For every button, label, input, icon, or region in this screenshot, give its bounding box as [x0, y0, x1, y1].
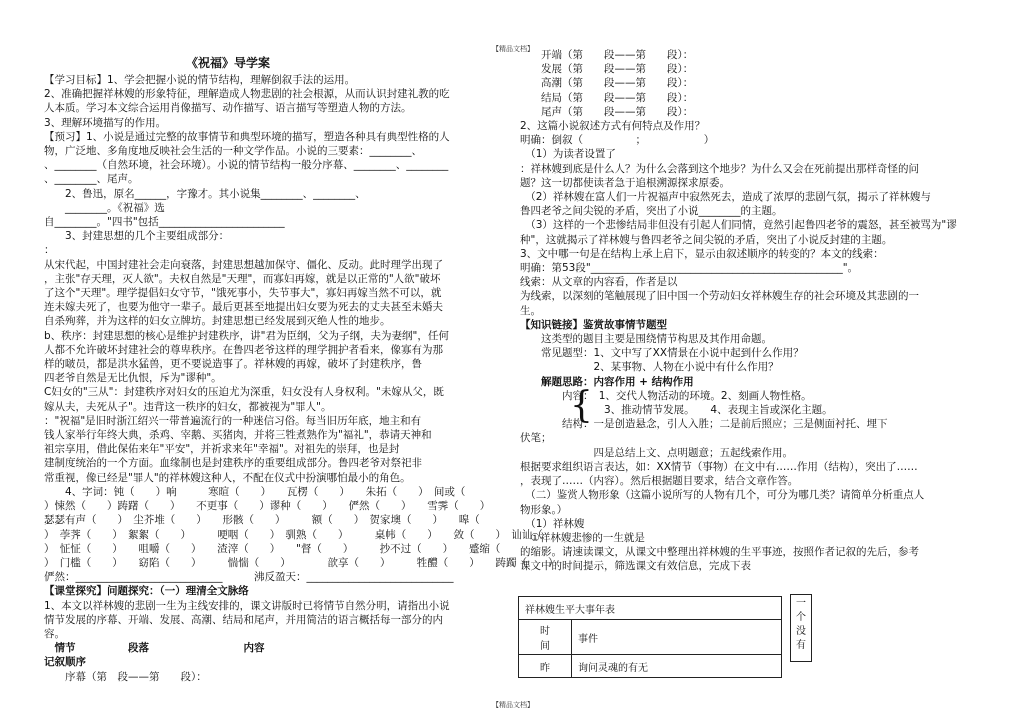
text-line: 结局（第 段——第 段）： [520, 91, 694, 104]
text-line: （2）祥林嫂在富人们一片祝福声中寂然死去，造成了浓厚的悲剧气氛，揭示了祥林嫂与 [520, 191, 931, 204]
text-line: ，主张"存天理，灭人欲"。夫权自然是"天理"，而寡妇再嫁，就是以正常的"人欲"破坏 [44, 272, 441, 285]
text-line: 【课堂探究】问题探究：（一）理清全文脉络 [44, 585, 249, 598]
brace-content: { [570, 385, 593, 426]
text-line: 常见题型：1、文中写了XX情景在小说中起到什么作用？ [520, 347, 804, 360]
text-line: ：祥林嫂到底是什么人？为什么会落到这个地步？为什么又会在死前提出那样奇怪的问 [520, 162, 919, 175]
text-line: 建制度统治的一个方面。血缘制也是封建秩序的重要组成部分。鲁四老爷对祭祀非 [44, 457, 422, 470]
text-line: ） 门槛（ ） 窈陷（ ） 惴惴（ ） 歆享（ ） 牲醴（ ） 踌躅（ ） [44, 556, 559, 569]
text-line: 1、本文以祥林嫂的悲剧一生为主线安排的，课文讲版时已将情节自然分明，请指出小说 [44, 599, 450, 612]
text-line: 自杀殉葬，并为这样的妇女立牌坊。封建思想已经发展到灭绝人性的地步。 [44, 315, 391, 328]
text-line: 【学习目标】1、学会把握小说的情节结构，理解倒叙手法的运用。 [44, 74, 356, 86]
text-line: 人本质。学习本文综合运用肖像描写、动作描写、语言描写等塑造人物的方法。 [44, 102, 412, 115]
text-line: ："祝福"是旧时浙江绍兴一带普遍流行的一种迷信习俗。每当旧历年底，地主和有 [44, 414, 422, 427]
life-timeline-table [518, 596, 782, 678]
text-line: ________。《祝福》选 [44, 201, 165, 214]
text-line: 2、某事物、人物在小说中有什么作用？ [520, 361, 779, 374]
text-line: 俨然：____________________________ 沸反盈天：____________________________ [44, 571, 454, 584]
text-line: 四是总结上文、点明题意；五起线索作用。 [520, 446, 793, 459]
text-line: 这类型的题目主要是围绕情节构思及其作用命题。 [520, 333, 772, 346]
text-line: 【预习】1、小说是通过完整的故事情节和典型环境的描写，塑造各种具有典型性格的人 [44, 130, 450, 143]
text-line: 从宋代起，中国封建社会走向衰落，封建思想越加保守、僵化、反动。此时理学出现了 [44, 258, 443, 271]
text-line: 样的啵员，都是洪水猛兽，更不要说造事了。祥林嫂的再嫁，破坏了封建秩序，鲁 [44, 358, 422, 371]
text-line: C妇女的"三从"：封建秩序对妇女的压迫尤为深重，妇女没有人身权利。"未嫁从父，既 [44, 386, 444, 399]
text-line: 物形象。） [520, 503, 568, 516]
text-line: 记叙顺序 [44, 656, 86, 669]
text-line: 【知识链接】鉴赏故事情节题型 [520, 318, 667, 331]
text-line: 3、推动情节发展。 4、表现主旨或深化主题。 [520, 404, 833, 417]
text-line: 明确：第53段"________________________________________________"。 [520, 262, 859, 275]
text-line: 容。 [44, 627, 65, 640]
text-line: ） 怔怔（ ） 咀嚼（ ） 渣滓（ ） "督（ ） 抄不过（ ） 蹙缩（ [44, 542, 501, 555]
text-line: 线索：从文章的内容看，作者是以 [520, 276, 678, 289]
text-line: 瑟瑟有声（ ） 尘芥堆（ ） 形骸（ ） 额（ ） 贺家墺（ ） 嗥（ [44, 514, 480, 527]
text-line: 钱人家举行年终大典，杀鸡、宰鹅、买猪肉，并将三牲煮熟作为"福礼"，恭请天神和 [44, 429, 432, 442]
text-line: 高潮（第 段——第 段）： [520, 77, 694, 90]
text-line: 种"，这就揭示了祥林嫂与鲁四老爷之间尖锐的矛盾，突出了小说反封建的主题。 [520, 233, 893, 246]
text-line: 2、准确把握祥林嫂的形象特征，理解造成人物悲剧的社会根源，从而认识封建礼教的吃 [44, 88, 450, 101]
text-line: 生。 [520, 304, 541, 317]
text-line: 的缩影。请速读课文，从课文中整理出祥林嫂的生平事迹，按照作者记叙的先后，参考 [520, 546, 919, 559]
text-line: 序幕（第 段——第 段）： [44, 670, 207, 683]
text-line: 4、字词：钝（ ）响 寒暄（ ） 瓦楞（ ） 朱拓（ ） 间或（ [44, 485, 466, 498]
text-line: 嫁从夫，夫死从子"。违背这一秩序的妇女，都被视为"罪人"。 [44, 400, 332, 413]
text-line: b、秩序：封建思想的核心是维护封建秩序，讲"君为臣纲，父为子纲，夫为妻纲"，任何 [44, 329, 449, 342]
page-footer: 【精品文档】 [492, 701, 534, 709]
text-line: ） 荸荠（ ） 絮絮（ ） 哽咽（ ） 驯熟（ ） 桌帏（ ） 敛（ ） 讪讪（ [44, 528, 543, 541]
text-line: ）悚然（ ）踌躇（ ） 不更事（ ）谬种（ ） 俨然（ ） 雪霁（ ） [44, 500, 491, 513]
text-line: 开端（第 段——第 段）： [520, 49, 694, 61]
text-line: 尾声（第 段——第 段）： [520, 105, 694, 118]
text-line: （3）这样的一个悲惨结局非但没有引起人们同情，竟然引起鲁四老爷的震怒，甚至被骂为"谬 [520, 219, 957, 232]
text-line: 明确：倒叙（ ； ） [520, 134, 715, 147]
text-line: 3、理解环境描写的作用。 [44, 116, 167, 129]
right-column [520, 48, 990, 574]
text-line: 结构：一是创造悬念，引人入胜；二是前后照应；三是侧面衬托、埋下 [520, 418, 888, 431]
text-line: 连未嫁夫死了，也要为他守一辈子。最后更甚至地提出妇女要为死去的丈夫甚至未婚夫 [44, 301, 443, 314]
text-line: 情节 段落 内容 [44, 642, 265, 655]
table-heading: 祥林嫂生平大事年表 [519, 597, 782, 620]
table-side-note: 一个没有 [790, 594, 812, 662]
page-header: 【精品文档】 [492, 45, 534, 53]
text-line: 伏笔； [520, 432, 552, 445]
text-line: 为线索，以深刻的笔触展现了旧中国一个劳动妇女祥林嫂生存的社会环境及其悲剧的一 [520, 290, 919, 303]
text-line: 了这个"天理"。理学提倡妇女守节，"饿死事小，失节事大"，寡妇再嫁当然不可以，就 [44, 287, 442, 300]
document-title: 《祝福》导学案 [186, 56, 271, 70]
text-line: 物，广泛地、多角度地反映社会生活的一种文学作品。小说的三要素：________、 [44, 145, 422, 158]
text-line: 、________、尾声。 [44, 173, 139, 186]
text-line: 2、鲁迅，原名______，字豫才。其小说集________、________、 [44, 187, 366, 200]
text-line: 、________（自然环境，社会环境）。小说的情节结构一般分序幕、________、________ [44, 159, 449, 172]
text-line: 题？这一切都使读者急于追根溯源探求原委。 [520, 176, 730, 189]
text-line: ： [44, 244, 55, 257]
text-line: 3、封建思想的几个主要组成部分： [44, 230, 230, 243]
text-line: （二）鉴赏人物形象（这篇小说所写的人物有几个，可分为哪几类？请简单分析重点人 [520, 489, 925, 502]
table-cell-time: 昨 [519, 655, 572, 678]
text-line: ，表现了……（内容）。然后根据题目要求，结合文章作答。 [520, 475, 799, 488]
text-line: 人都不允许破坏封建社会的尊卑秩序。在鲁四老爷这样的理学拥护者看来，像寡有为那 [44, 343, 443, 356]
text-line: ①祥林嫂悲惨的一生就是 [520, 531, 645, 544]
text-line: 内容： 1、交代人物活动的环境。2、刻画人物性格。 [520, 389, 812, 402]
text-line: 2、这篇小说叙述方式有何特点及作用？ [520, 120, 706, 133]
text-line: 四老爷自然是无比仇恨，斥为"谬种"。 [44, 372, 222, 385]
text-line: 发展（第 段——第 段）： [520, 63, 694, 76]
table-col-event: 事件 [572, 620, 782, 655]
table-col-time: 时 间 [519, 620, 572, 655]
table-cell-event: 询问灵魂的有无 [572, 655, 782, 678]
text-line: 鲁四老爷之间尖锐的矛盾，突出了小说________的主题。 [520, 205, 783, 218]
text-line: 课文中的时间提示，筛选课文有效信息，完成下表 [520, 560, 751, 573]
text-line: 自________。"四书"包括________________________ [44, 216, 285, 229]
text-line: 3、文中哪一句是在结构上承上启下，显示由叙述顺序的转变的？本文的线索： [520, 247, 884, 260]
text-line: 根据要求组织语言表达，如：XX情节（事物）在文中有……作用（结构），突出了…… [520, 460, 918, 473]
text-line: 祖宗享用，借此保佑来年"平安"，并祈求来年"幸福"。对祖先的崇拜，也是封 [44, 443, 400, 456]
text-line: 解题思路：内容作用 + 结构作用 [520, 375, 694, 388]
text-line: （1）为读者设置了 [520, 148, 616, 161]
text-line: 常重视，像已经是"罪人"的祥林嫂这种人，不配在仪式中扮演哪怕最小的角色。 [44, 471, 411, 484]
text-line: 情节发展的序幕、开端、发展、高潮、结局和尾声，并用简洁的语言概括每一部分的内 [44, 613, 443, 626]
text-line: （1）祥林嫂 [520, 517, 585, 530]
